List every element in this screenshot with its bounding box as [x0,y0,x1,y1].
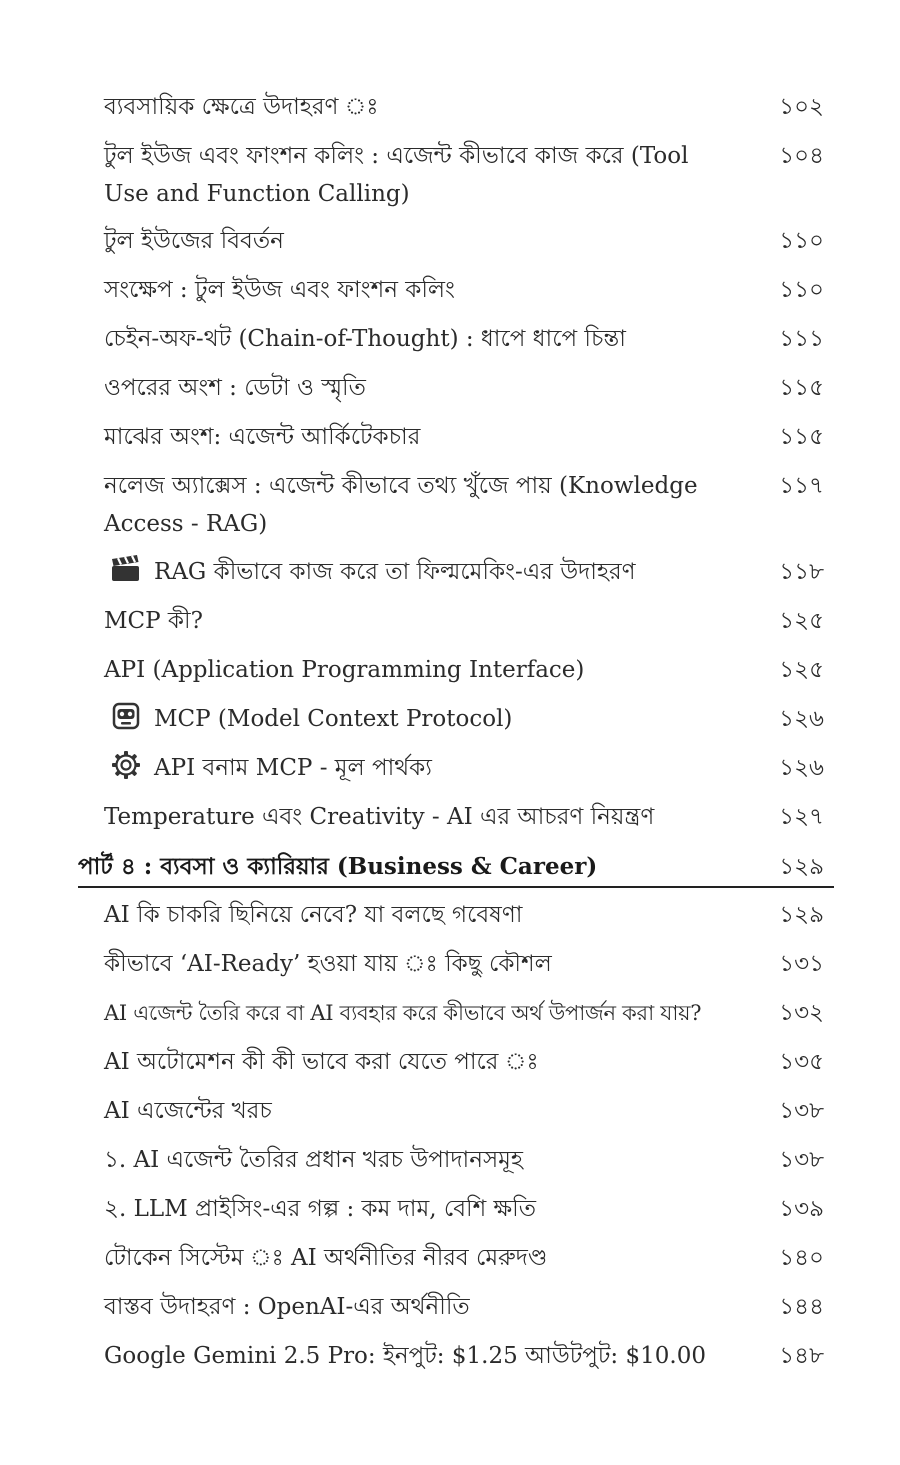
toc-entry-title: নলেজ অ্যাক্সেস : এজেন্ট কীভাবে তথ্য খুঁজে পায় (Knowledge Access - RAG) [104,473,698,537]
toc-entry-page: ১২৭ [779,804,824,830]
part-divider [78,886,834,888]
toc-entry-title: ১. AI এজেন্ট তৈরির প্রধান খরচ উপাদানসমূহ [104,1147,524,1173]
toc-entry-page: ১১০ [779,277,824,303]
toc-entry-title: মাঝের অংশ: এজেন্ট আর্কিটেকচার [104,424,421,450]
toc-entry-title-wrap [104,553,764,591]
toc-entry[interactable] [104,1337,824,1375]
toc-entry-page: ১২৯ [779,902,824,928]
robot-icon [110,701,142,731]
toc-entry[interactable] [104,320,824,358]
toc-entry-page: ১১১ [779,326,824,352]
toc-entry-page: ১১৫ [779,424,824,450]
toc-entry-page: ১২৫ [779,657,824,683]
gear-icon [110,750,142,780]
toc-entry-page: ১২৬ [779,706,824,732]
toc-entry-title: AI অটোমেশন কী কী ভাবে করা যেতে পারে ঃ [104,1049,539,1075]
toc-entry[interactable] [104,88,824,126]
part-title: পার্ট ৪ : ব্যবসা ও ক্যারিয়ার (Business & Career) [78,853,598,880]
toc-entry[interactable] [104,1141,824,1179]
toc-entry[interactable] [104,994,824,1032]
toc-entry-title: সংক্ষেপ : টুল ইউজ এবং ফাংশন কলিং [104,277,455,303]
toc-entry-title: ওপরের অংশ : ডেটা ও স্মৃতি [104,375,366,401]
toc-entry-title-wrap [104,749,764,787]
toc-entry[interactable] [104,553,824,591]
toc-entry-title: টুল ইউজের বিবর্তন [104,228,284,254]
toc-entry[interactable] [104,467,824,543]
toc-entry-page: ১২৫ [779,608,824,634]
toc-entry[interactable] [104,749,824,787]
toc-entry[interactable] [104,700,824,738]
toc-entry[interactable] [104,1190,824,1228]
toc-entry[interactable] [104,896,824,934]
toc-entry[interactable] [104,418,824,456]
toc-entry-title: AI এজেন্টের খরচ [104,1098,272,1124]
toc-entry-page: ১৪৪ [779,1294,824,1320]
toc-entry[interactable] [104,369,824,407]
toc-entry[interactable] [104,1288,824,1326]
part-heading[interactable] [78,848,834,886]
toc-entry[interactable] [104,1239,824,1277]
toc-entry-title: MCP কী? [104,608,203,634]
toc-entry-title: Temperature এবং Creativity - AI এর আচরণ নিয়ন্ত্রণ [104,804,655,830]
toc-entry-title: AI এজেন্ট তৈরি করে বা AI ব্যবহার করে কীভাবে অর্থ উপার্জন করা যায়? [104,1001,702,1025]
toc-entry-title: বাস্তব উদাহরণ : OpenAI-এর অর্থনীতি [104,1294,470,1320]
toc-entry[interactable] [104,945,824,983]
toc-entry-page: ১৪৮ [779,1343,824,1369]
toc-entry-page: ১৩৯ [779,1196,824,1222]
toc-entry[interactable] [104,651,824,689]
toc-entry-page: ১৩৫ [779,1049,824,1075]
toc-entry-page: ১২৬ [779,755,824,781]
toc-entry-page: ১৩১ [779,951,824,977]
toc-entry[interactable] [104,1092,824,1130]
toc-entry-page: ১৩৮ [779,1098,824,1124]
toc-entry-title: ব্যবসায়িক ক্ষেত্রে উদাহরণ ঃ [104,94,379,120]
toc-entry-title: চেইন-অফ-থট (Chain-of-Thought) : ধাপে ধাপে চিন্তা [104,326,626,352]
clapperboard-icon [110,554,142,584]
toc-entry-page: ১১০ [779,228,824,254]
toc-entry-page: ১৪০ [779,1245,824,1271]
toc-entry-title: API (Application Programming Interface) [104,657,585,683]
toc-entry[interactable] [104,222,824,260]
toc-entry-title: Google Gemini 2.5 Pro: ইনপুট: $1.25 আউটপুট: $10.00 [104,1343,706,1369]
toc-entry-page: ১০২ [779,94,824,120]
toc-entry-title: টুল ইউজ এবং ফাংশন কলিং : এজেন্ট কীভাবে কাজ করে (Tool Use and Function Calling) [104,143,689,207]
toc-entry-page: ১৩৮ [779,1147,824,1173]
toc-entry-title: টোকেন সিস্টেম ঃ AI অর্থনীতির নীরব মেরুদণ্ড [104,1245,548,1271]
toc-entry-label: MCP (Model Context Protocol) [154,706,513,732]
toc-entry-page: ১১৭ [779,473,824,499]
toc-entry[interactable] [104,798,824,836]
toc-entry-page: ১১৮ [779,559,824,585]
toc-entry-label: API বনাম MCP - মূল পার্থক্য [154,755,432,781]
toc-entry-title: কীভাবে ‘AI-Ready’ হওয়া যায় ঃ কিছু কৌশল [104,951,552,977]
toc-entry[interactable] [104,602,824,640]
toc-entry-page: ১৩২ [779,1000,824,1026]
toc-entry-label: RAG কীভাবে কাজ করে তা ফিল্মমেকিং-এর উদাহরণ [154,559,636,585]
toc-entry[interactable] [104,137,824,213]
toc-entry[interactable] [104,1043,824,1081]
toc-entry-page: ১০৪ [779,143,824,169]
toc-entry-page: ১১৫ [779,375,824,401]
part-page: ১২৯ [779,854,824,880]
toc-entry-title: AI কি চাকরি ছিনিয়ে নেবে? যা বলছে গবেষণা [104,902,523,928]
toc-entry-title: ২. LLM প্রাইসিং-এর গল্প : কম দাম, বেশি ক্ষতি [104,1196,536,1222]
toc-entry[interactable] [104,271,824,309]
toc-entry-title-wrap [104,700,764,738]
